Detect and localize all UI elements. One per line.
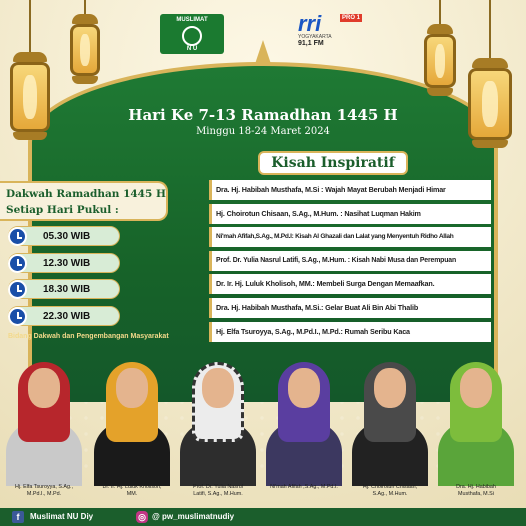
speaker-portrait xyxy=(434,362,518,497)
speaker-name: Hj. Elfa Tsuroyya, S.Ag., M.Pd.I., M.Pd. xyxy=(14,484,74,497)
speaker-name: Dr. Ir. Hj. Luluk Kholisoh, MM. xyxy=(102,484,162,497)
rri-frequency: 91,1 FM xyxy=(298,40,324,47)
kisah-item: Hj. Elfa Tsuroyya, S.Ag., M.Pd.I., M.Pd.: Rumah Seribu Kaca xyxy=(209,322,491,342)
speaker-name: Ni'mah Afifah ,S.Ag., M.Pd.I. xyxy=(270,484,338,490)
facebook-handle[interactable]: Muslimat NU Diy xyxy=(30,512,94,521)
clock-icon xyxy=(8,280,27,299)
speaker-portrait xyxy=(262,362,346,490)
kisah-item: Ni'mah Afifah,S.Ag., M.Pd.I: Kisah Al Ghazali dan Lalat yang Menyentuh Ridho Allah xyxy=(209,227,491,247)
kisah-list xyxy=(209,180,491,345)
kisah-item: Dra. Hj. Habibah Musthafa, M.Si.: Gelar Buat Ali Bin Abi Thalib xyxy=(209,298,491,318)
poster-title: Hari Ke 7-13 Ramadhan 1445 H xyxy=(128,106,398,124)
lantern-icon xyxy=(70,0,100,84)
instagram-icon: ◎ xyxy=(136,511,148,523)
time-list xyxy=(8,226,120,332)
globe-icon xyxy=(182,26,202,46)
lantern-icon xyxy=(424,0,456,96)
time-label: 18.30 WIB xyxy=(43,284,91,295)
rri-mark: rri xyxy=(298,11,322,36)
dakwah-schedule-header xyxy=(0,181,168,221)
poster-date: Minggu 18-24 Maret 2024 xyxy=(196,126,330,137)
kisah-item: Dr. Ir. Hj. Luluk Kholisoh, MM.: Membeli Surga Dengan Memaafkan. xyxy=(209,274,491,294)
clock-icon xyxy=(8,254,27,273)
speaker-name: Dra. Hj. Habibah Musthafa, M.Si xyxy=(456,484,496,497)
clock-icon xyxy=(8,307,27,326)
time-label: 12.30 WIB xyxy=(43,257,91,269)
speaker-portrait xyxy=(348,362,432,497)
muslimat-nu-logo xyxy=(160,14,224,54)
time-label: 05.30 WIB xyxy=(43,231,91,242)
time-row xyxy=(8,279,120,299)
kisah-item: Prof. Dr. Yulia Nasrul Latifi, S.Ag., M.Hum. : Kisah Nabi Musa dan Perempuan xyxy=(209,251,491,271)
rri-city: YOGYAKARTA xyxy=(298,34,332,40)
facebook-icon: f xyxy=(12,511,24,523)
rri-pro1-logo xyxy=(298,11,368,54)
kisah-heading: Kisah Inspiratif xyxy=(258,151,408,175)
logo-nu-letters: N U xyxy=(186,46,198,52)
dakwah-subtitle: Setiap Hari Pukul : xyxy=(6,204,119,216)
time-row xyxy=(8,253,120,273)
rri-pro-badge: PRO 1 xyxy=(342,15,361,21)
department-label: Bidang Dakwah dan Pengembangan Masyarakat xyxy=(8,333,169,340)
kisah-item: Dra. Hj. Habibah Musthafa, M.Si : Wajah Mayat Berubah Menjadi Himar xyxy=(209,180,491,200)
kisah-item: Hj. Choirotun Chisaan, S.Ag., M.Hum. : Nasihat Luqman Hakim xyxy=(209,204,491,224)
speaker-portrait xyxy=(90,362,174,497)
clock-icon xyxy=(8,227,27,246)
speaker-portrait xyxy=(2,362,86,497)
time-row xyxy=(8,306,120,326)
instagram-handle[interactable]: @ pw_muslimatnudiy xyxy=(152,512,235,521)
time-label: 22.30 WIB xyxy=(43,310,91,322)
time-row xyxy=(8,226,120,246)
dakwah-title: Dakwah Ramadhan 1445 H xyxy=(6,188,166,200)
speaker-name: Prof. Dr. Yulia Nasrul Latifi, S.Ag., M.Hum. xyxy=(193,484,243,497)
speaker-portrait xyxy=(176,362,260,497)
footer-bar xyxy=(0,508,526,526)
speaker-name: Hj. Choirotun Chisaan, S.Ag., M.Hum. xyxy=(362,484,418,497)
logo-muslimat-text: MUSLIMAT xyxy=(176,17,208,23)
